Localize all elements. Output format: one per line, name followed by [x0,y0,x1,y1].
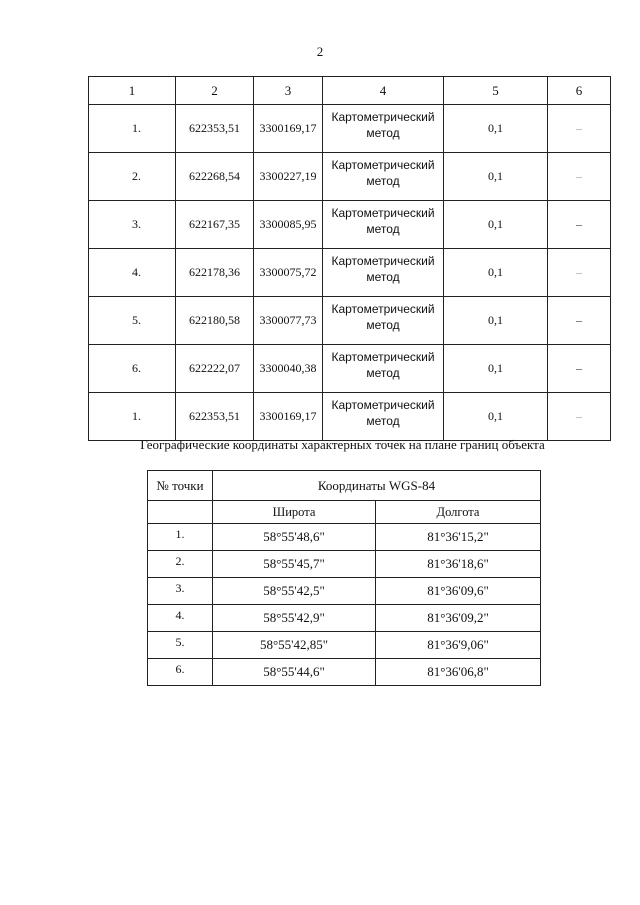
note: – [548,393,611,441]
note: – [548,153,611,201]
accuracy: 0,1 [444,201,548,249]
point-number: 2. [89,153,176,201]
table-row [148,605,541,632]
x-coordinate: 622268,54 [176,153,254,201]
point-number: 1. [89,393,176,441]
table-row [89,345,611,393]
point-number: 3. [89,201,176,249]
note: – [548,201,611,249]
latitude: 58°55'45,7" [213,551,376,578]
x-coordinate: 622222,07 [176,345,254,393]
table-header-row [89,77,611,105]
table-row [148,524,541,551]
column-header: 2 [176,77,254,105]
note: – [548,297,611,345]
table-row [89,105,611,153]
point-column-header: № точки [148,471,213,501]
accuracy: 0,1 [444,345,548,393]
longitude: 81°36'9,06" [376,632,541,659]
accuracy: 0,1 [444,153,548,201]
table-row [89,153,611,201]
column-header: 6 [548,77,611,105]
longitude: 81°36'06,8" [376,659,541,686]
note: – [548,345,611,393]
y-coordinate: 3300077,73 [254,297,323,345]
table-header-row [148,471,541,501]
longitude: 81°36'18,6" [376,551,541,578]
latitude: 58°55'42,9" [213,605,376,632]
y-coordinate: 3300169,17 [254,105,323,153]
latitude: 58°55'48,6" [213,524,376,551]
table-row [89,393,611,441]
longitude: 81°36'09,6" [376,578,541,605]
x-coordinate: 622167,35 [176,201,254,249]
column-header: 3 [254,77,323,105]
point-number: 3. [148,578,213,605]
x-coordinate: 622178,36 [176,249,254,297]
accuracy: 0,1 [444,393,548,441]
table-subheader-row [148,501,541,524]
table-row [148,551,541,578]
point-number: 5. [148,632,213,659]
geo-coordinates-title: Географические координаты характерных точек на плане границ объекта [140,437,545,452]
method: Картометрический метод [323,201,444,249]
note: – [548,105,611,153]
x-coordinate: 622180,58 [176,297,254,345]
method: Картометрический метод [323,105,444,153]
note: – [548,249,611,297]
method: Картометрический метод [323,297,444,345]
latitude: 58°55'42,5" [213,578,376,605]
geo-coordinates-table [147,470,541,686]
table-row [148,632,541,659]
point-number: 4. [148,605,213,632]
longitude: 81°36'15,2" [376,524,541,551]
table-row [89,249,611,297]
column-header: 5 [444,77,548,105]
point-number: 6. [89,345,176,393]
method: Картометрический метод [323,345,444,393]
point-number: 1. [89,105,176,153]
longitude-header: Долгота [376,501,541,524]
table-row [148,578,541,605]
accuracy: 0,1 [444,297,548,345]
y-coordinate: 3300075,72 [254,249,323,297]
latitude: 58°55'44,6" [213,659,376,686]
latitude-header: Широта [213,501,376,524]
x-coordinate: 622353,51 [176,105,254,153]
y-coordinate: 3300085,95 [254,201,323,249]
y-coordinate: 3300040,38 [254,345,323,393]
point-number: 4. [89,249,176,297]
latitude: 58°55'42,85" [213,632,376,659]
method: Картометрический метод [323,153,444,201]
accuracy: 0,1 [444,105,548,153]
coordinates-header: Координаты WGS-84 [213,471,541,501]
y-coordinate: 3300169,17 [254,393,323,441]
table-row [89,297,611,345]
longitude: 81°36'09,2" [376,605,541,632]
point-number: 6. [148,659,213,686]
empty-cell [148,501,213,524]
method: Картометрический метод [323,393,444,441]
point-number: 1. [148,524,213,551]
table-row [148,659,541,686]
point-number: 2. [148,551,213,578]
method: Картометрический метод [323,249,444,297]
point-number: 5. [89,297,176,345]
accuracy: 0,1 [444,249,548,297]
table-row [89,201,611,249]
column-header: 4 [323,77,444,105]
y-coordinate: 3300227,19 [254,153,323,201]
column-header: 1 [89,77,176,105]
x-coordinate: 622353,51 [176,393,254,441]
page-number: 2 [316,44,324,59]
coordinates-table [88,76,611,441]
